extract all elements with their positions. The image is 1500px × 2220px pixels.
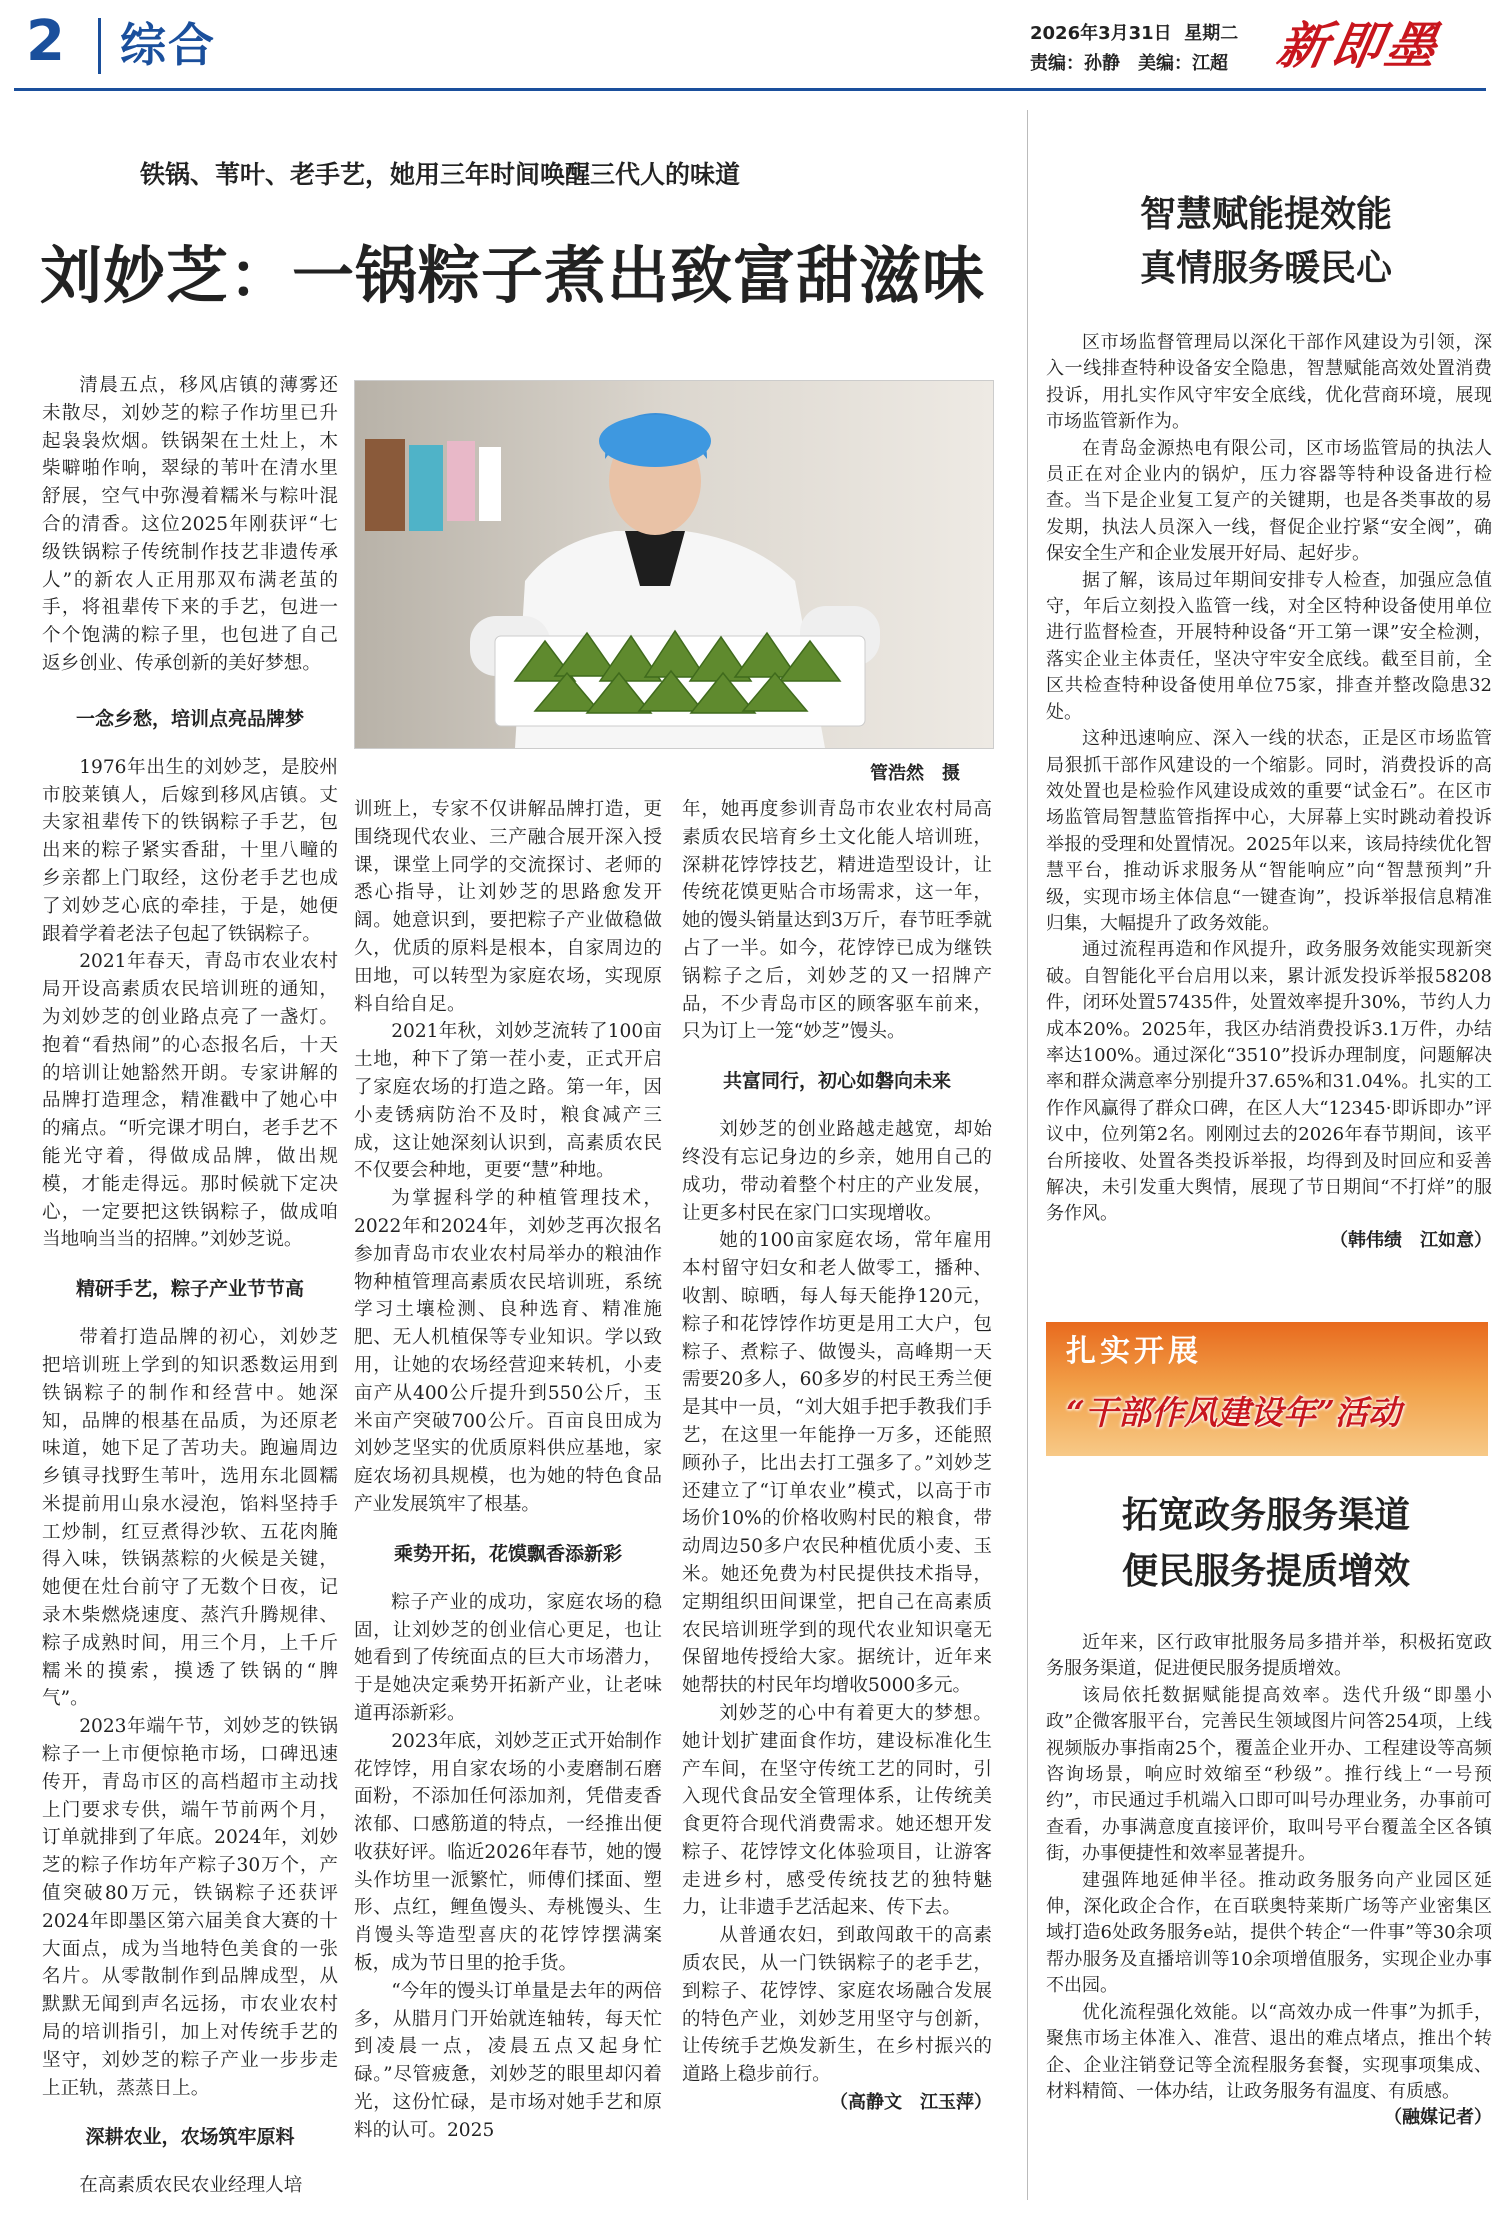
article2-paragraph: 通过流程再造和作风提升，政务服务效能实现新突破。自智能化平台启用以来，累计派发投诉举报58208件，闭环处置57435件，处置效率提升30%，节约人力成本20%。2025年，我区办结消费投诉3.1万件，办结率达100%。通过深化“3510”投诉办理制度，问题解决率和群众满意率分别提升37.65%和31.04%。扎实的工作作风赢得了群众口碑，在区人大“12345·即诉即办”评议中，位列第2名。刚刚过去的2026年春节期间，该平台所接收、处置各类投诉举报，均得到及时回应和妥善解决，未引发重大舆情，展现了节日期间“不打烊”的服务作风。 xyxy=(1046,939,1492,1225)
article1-kicker: 铁锅、苇叶、老手艺，她用三年时间唤醒三代人的味道 xyxy=(140,160,741,189)
banner-line2: “干部作风建设年”活动 xyxy=(1066,1393,1401,1432)
article2-paragraph: 在青岛金源热电有限公司，区市场监管局的执法人员正在对企业内的锅炉，压力容器等特种设备进行检查。当下是企业复工复产的关键期，也是各类事故的易发期，执法人员深入一线，督促企业拧紧“安全阀”，确保安全生产和企业发展开好局、起好步。 xyxy=(1046,437,1492,565)
photo-credit: 管浩然 摄 xyxy=(870,763,960,784)
masthead-separator xyxy=(98,18,101,74)
issue-date: 2026年3月31日 xyxy=(1030,23,1172,44)
article3-paragraph: 该局依托数据赋能提高效率。迭代升级“即墨小政”企微客服平台，完善民生领域图片问答254项，上线视频版办事指南25个，覆盖企业开办、工程建设等高频咨询场景，响应时效缩至“秒级”。推行线上“一号预约”，市民通过手机端入口即可叫号办理业务，办事前可查看，办事满意度直接评价，取叫号平台覆盖全区各镇街，办事便捷性和效率显著提升。 xyxy=(1046,1684,1492,1865)
article3-byline: （融媒记者） xyxy=(1384,2107,1492,2129)
article1-paragraph: 从普通农妇，到敢闯敢干的高素质农民，从一门铁锅粽子的老手艺，到粽子、花饽饽、家庭农场融合发展的特色产业，刘妙芝用坚守与创新，让传统手艺焕发新生，在乡村振兴的道路上稳步前行。 xyxy=(682,1925,992,2086)
article1-paragraph: 2021年秋，刘妙芝流转了100亩土地，种下了第一茬小麦，正式开启了家庭农场的打造之路。第一年，因小麦锈病防治不及时，粮食减产三成，这让她深刻认识到，高素质农民不仅要会种地，更要“慧”种地。 xyxy=(354,1021,662,1182)
article3-body xyxy=(1046,1630,1492,2200)
newspaper-logo: 新即墨 xyxy=(1272,16,1446,75)
article1-paragraph: 训班上，专家不仅讲解品牌打造，更围绕现代农业、三产融合展开深入授课，课堂上同学的交流探讨、老师的悉心指导，让刘妙芝的思路愈发开阔。她意识到，要把粽子产业做稳做久，优质的原料是根本，自家周边的田地，可以转型为家庭农场，实现原料自给自足。 xyxy=(354,799,662,1015)
article1-paragraph: 清晨五点，移风店镇的薄雾还未散尽，刘妙芝的粽子作坊里已升起袅袅炊烟。铁锅架在土灶上，木柴噼啪作响，翠绿的苇叶在清水里舒展，空气中弥漫着糯米与粽叶混合的清香。这位2025年刚获评“七级铁锅粽子传统制作技艺非遗传承人”的新农人正用那双布满老茧的手，将祖辈传下来的手艺，包进一个个饱满的粽子里，也包进了自己返乡创业、传承创新的美好梦想。 xyxy=(42,375,338,674)
article1-paragraph: 刘妙芝的心中有着更大的梦想。她计划扩建面食作坊，建设标准化生产车间，在坚守传统工艺的同时，引入现代食品安全管理体系，让传统美食更符合现代消费需求。她还想开发粽子、花饽饽文化体验项目，让游客走进乡村，感受传统技艺的独特魅力，让非遗手艺活起来、传下去。 xyxy=(682,1702,992,1919)
campaign-banner xyxy=(1046,1322,1488,1456)
article1-photo xyxy=(354,380,994,749)
article1-paragraph: 为掌握科学的种植管理技术，2022年和2024年，刘妙芝再次报名参加青岛市农业农村局举办的粮油作物种植管理高素质农民培训班，系统学习土壤检测、良种选育、精准施肥、无人机植保等专业知识。学以致用，让她的农场经营迎来转机，小麦亩产从400公斤提升到550公斤，玉米亩产突破700公斤。百亩良田成为刘妙芝坚实的优质原料供应基地，家庭农场初具规模，也为她的特色食品产业发展筑牢了根基。 xyxy=(354,1188,662,1515)
article1-column-2 xyxy=(354,796,662,2202)
section-title: 综合 xyxy=(120,18,216,72)
article1-paragraph: 在高素质农民农业经理人培 xyxy=(79,2175,303,2197)
article1-paragraph: 刘妙芝的创业路越走越宽，却始终没有忘记身边的乡亲，她用自己的成功，带动着整个村庄的产业发展，让更多村民在家门口实现增收。 xyxy=(682,1119,992,1224)
article2-headline xyxy=(1046,188,1486,296)
banner-line1: 扎实开展 xyxy=(1066,1334,1202,1369)
article1-paragraph: 粽子产业的成功，家庭农场的稳固，让刘妙芝的创业信心更足，也让她看到了传统面点的巨大市场潜力，于是她决定乘势开拓新产业，让老味道再添新彩。 xyxy=(354,1591,662,1724)
article3-headline-line1: 拓宽政务服务渠道 xyxy=(1121,1495,1410,1536)
article2-byline: （韩伟绩 江如意） xyxy=(1330,1229,1492,1251)
article1-paragraph: 2023年底，刘妙芝正式开始制作花饽饽，用自家农场的小麦磨制石磨面粉，不添加任何添加剂，凭借麦香浓郁、口感筋道的特点，一经推出便收获好评。临近2026年春节，她的馒头作坊里一派繁忙，师傅们揉面、塑形、点红，鲤鱼馒头、寿桃馒头、生肖馒头等造型喜庆的花饽饽摆满案板，成为节日里的抢手货。 xyxy=(354,1730,662,1975)
article1-subheading: 乘势开拓，花馍飘香添新彩 xyxy=(393,1542,622,1565)
article1-subheading: 深耕农业，农场筑牢原料 xyxy=(85,2126,295,2149)
article1-paragraph: 1976年出生的刘妙芝，是胶州市胶莱镇人，后嫁到移风店镇。丈夫家祖辈传下的铁锅粽子手艺，包出来的粽子紧实香甜，十里八疃的乡亲都上门取经，这份老手艺也成了刘妙芝心底的牵挂，于是，她便跟着学着老法子包起了铁锅粽子。 xyxy=(42,756,338,945)
masthead xyxy=(0,0,1500,92)
article1-column-3 xyxy=(682,796,992,2202)
issue-date-line xyxy=(1030,22,1238,46)
article2-body xyxy=(1046,330,1492,1310)
issue-weekday: 星期二 xyxy=(1184,23,1239,44)
article1-subheading: 一念乡愁，培训点亮品牌梦 xyxy=(75,707,304,730)
article3-headline xyxy=(1046,1488,1486,1600)
photo-woman-with-zongzi xyxy=(355,381,993,748)
article1-paragraph: 年，她再度参训青岛市农业农村局高素质农民培育乡土文化能人培训班，深耕花饽饽技艺，精进造型设计，让传统花馍更贴合市场需求，这一年，她的馒头销量达到3万斤，春节旺季就占了一半。如今，花饽饽已成为继铁锅粽子之后，刘妙芝的又一招牌产品，不少青岛市区的顾客驱车前来，只为订上一笼“妙芝”馒头。 xyxy=(682,799,992,1043)
column-divider xyxy=(1027,110,1028,2200)
article2-paragraph: 这种迅速响应、深入一线的状态，正是区市场监管局狠抓干部作风建设的一个缩影。同时，消费投诉的高效处置也是检验作风建设成效的重要“试金石”。在区市场监管局智慧监管指挥中心，大屏幕上实时跳动着投诉举报的受理和处置情况。2025年以来，该局持续优化智慧平台，推动诉求服务从“智能响应”向“智慧预判”升级，实现市场主体信息“一键查询”，投诉举报信息精准归集，大幅提升了政务效能。 xyxy=(1046,728,1492,934)
article1-paragraph: 带着打造品牌的初心，刘妙芝把培训班上学到的知识悉数运用到铁锅粽子的制作和经营中。她深知，品牌的根基在品质，为还原老味道，她下足了苦功夫。跑遍周边乡镇寻找野生苇叶，选用东北圆糯米提前用山泉水浸泡，馅料坚持手工炒制，红豆煮得沙软、五花肉腌得入味，铁锅蒸粽的火候是关键，她便在灶台前守了无数个日夜，记录木柴燃烧速度、蒸汽升腾规律、粽子成熟时间，用三个月，上千斤糯米的摸索，摸透了铁锅的“脾气”。 xyxy=(42,1327,338,1710)
article3-paragraph: 建强阵地延伸半径。推动政务服务向产业园区延伸，深化政企合作，在百联奥特莱斯广场等产业密集区域打造6处政务服务e站，提供个转企“一件事”等30余项帮办服务及直播培训等10余项增值服务，实现企业办事不出园。 xyxy=(1046,1869,1492,1997)
article1-paragraph: 2021年春天，青岛市农业农村局开设高素质农民培训班的通知，为刘妙芝的创业路点亮了一盏灯。抱着“看热闹”的心态报名后，十天的培训让她豁然开朗。专家讲解的品牌打造理念，精准戳中了她心中的痛点。“听完课才明白，老手艺不能光守着，得做成品牌，做出规模，才能走得远。那时候就下定决心，一定要把这铁锅粽子，做成咱当地响当当的招牌。”刘妙芝说。 xyxy=(42,951,338,1251)
article1-column-1 xyxy=(42,372,338,2202)
article2-paragraph: 据了解，该局过年期间安排专人检查，加强应急值守，年后立刻投入监管一线，对全区特种设备使用单位进行监督检查，开展特种设备“开工第一课”安全检测，落实企业主体责任，坚决守牢安全底线。截至目前，全区共检查特种设备使用单位75家，排查并整改隐患32处。 xyxy=(1046,569,1492,723)
article3-headline-line2: 便民服务提质增效 xyxy=(1121,1551,1410,1592)
article1-paragraph: 2023年端午节，刘妙芝的铁锅粽子一上市便惊艳市场，口碑迅速传开，青岛市区的高档超市主动找上门要求专供，端午节前两个月，订单就排到了年底。2024年，刘妙芝的粽子作坊年产粽子30万个，产值突破80万元，铁锅粽子还获评2024年即墨区第六届美食大赛的十大面点，成为当地特色美食的一张名片。从零散制作到品牌成型，从默默无闻到声名远扬，市农业农村局的培训指引，加上对传统手艺的坚守，刘妙芝的粽子产业一步步走上正轨，蒸蒸日上。 xyxy=(42,1716,338,2099)
article1-byline: （高静文 江玉萍） xyxy=(830,2092,992,2114)
editor-credits: 责编：孙静 美编：江超 xyxy=(1030,53,1228,74)
article1-subheading: 精研手艺，粽子产业节节高 xyxy=(75,1278,304,1301)
article3-paragraph: 优化流程强化效能。以“高效办成一件事”为抓手，聚焦市场主体准入、准营、退出的难点堵点，推出个转企、企业注销登记等全流程服务套餐，实现事项集成、材料精简、一体办结，让政务服务有温度、有质感。 xyxy=(1046,2001,1492,2102)
article1-headline: 刘妙芝：一锅粽子煮出致富甜滋味 xyxy=(40,239,986,312)
article1-subheading: 共富同行，初心如磐向未来 xyxy=(722,1070,951,1093)
article2-paragraph: 区市场监督管理局以深化干部作风建设为引领，深入一线排查特种设备安全隐患，智慧赋能高效处置消费投诉，用扎实作风守牢安全底线，优化营商环境，展现市场监管新作为。 xyxy=(1046,332,1492,433)
masthead-rule xyxy=(14,88,1486,91)
article2-headline-line1: 智慧赋能提效能 xyxy=(1139,194,1392,235)
page-number: 2 xyxy=(26,9,65,74)
article1-paragraph: “今年的馒头订单量是去年的两倍多，从腊月门开始就连轴转，每天忙到凌晨一点，凌晨五点又起身忙碌。”尽管疲惫，刘妙芝的眼里却闪着光，这份忙碌，是市场对她手艺和原料的认可。2025 xyxy=(354,1980,662,2141)
article3-paragraph: 近年来，区行政审批服务局多措并举，积极拓宽政务服务渠道，促进便民服务提质增效。 xyxy=(1046,1632,1492,1680)
article1-paragraph: 她的100亩家庭农场，常年雇用本村留守妇女和老人做零工，播种、收割、晾晒，每人每天能挣120元，粽子和花饽饽作坊更是用工大户，包粽子、煮粽子、做馒头，高峰期一天需要20多人，60多岁的村民王秀兰便是其中一员，“刘大姐手把手教我们手艺，在这里一年能挣一万多，还能照顾孙子，比出去打工强多了。”刘妙芝还建立了“订单农业”模式，以高于市场价10%的价格收购村民的粮食，带动周边50多户农民种植优质小麦、玉米。她还免费为村民提供技术指导，定期组织田间课堂，把自己在高素质农民培训班学到的现代农业知识毫无保留地传授给大家。据统计，近年来她帮扶的村民年均增收5000多元。 xyxy=(682,1230,992,1697)
article2-headline-line2: 真情服务暖民心 xyxy=(1139,248,1392,289)
